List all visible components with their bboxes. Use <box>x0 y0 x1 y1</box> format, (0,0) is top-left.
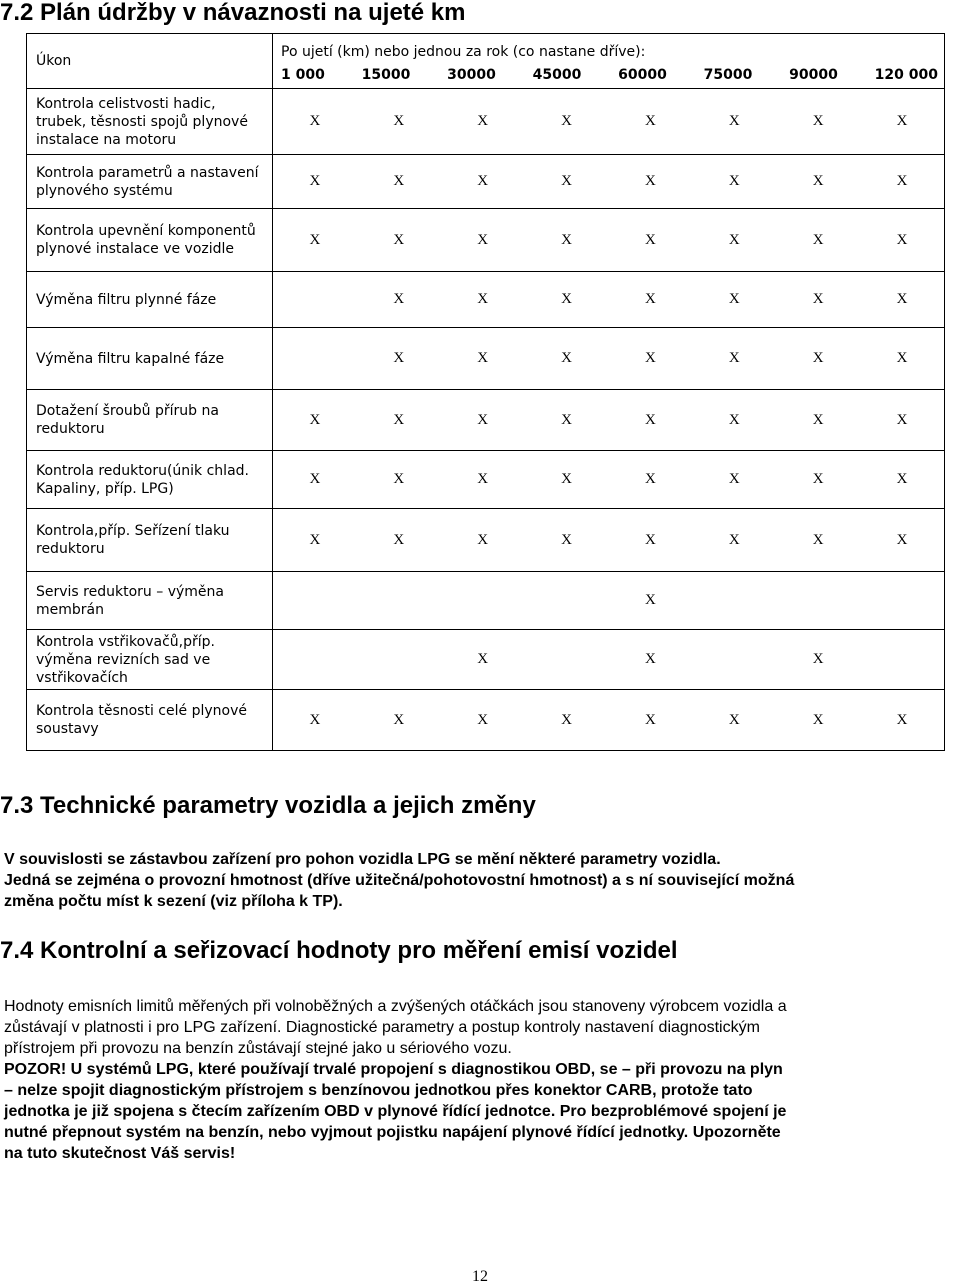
km-column-header: 45000 <box>532 67 582 83</box>
km-column-header: 30000 <box>447 67 496 83</box>
interval-mark: X <box>309 471 321 487</box>
interval-mark: X <box>896 113 908 129</box>
interval-mark: X <box>309 411 321 428</box>
task-label-line: reduktoru <box>36 421 105 437</box>
interval-mark: X <box>812 471 824 487</box>
interval-mark: X <box>393 113 405 129</box>
interval-mark: X <box>728 471 740 487</box>
interval-mark: X <box>812 711 824 728</box>
task-label-line: instalace na motoru <box>36 131 177 148</box>
interval-marks-cell <box>273 509 945 572</box>
km-column-header: 75000 <box>703 67 753 83</box>
task-label-line: vstřikovačích <box>36 669 128 686</box>
interval-mark: X <box>477 231 489 248</box>
interval-mark: X <box>309 173 321 189</box>
table-row <box>27 690 945 751</box>
interval-mark: X <box>728 411 740 428</box>
interval-mark: X <box>728 173 740 189</box>
section-7-4-text <box>4 996 960 1059</box>
section-7-3-text <box>4 849 960 912</box>
interval-mark: X <box>728 113 740 129</box>
table-row <box>27 451 945 509</box>
interval-mark: X <box>645 291 656 307</box>
task-label-line: Dotažení šroubů přírub na <box>36 403 219 419</box>
interval-marks-cell <box>273 272 945 328</box>
table-row <box>27 572 945 630</box>
section-7-3-line: změna počtu míst k sezení (viz příloha k TP). <box>4 893 343 910</box>
task-label-line: Kontrola,příp. Seřízení tlaku <box>36 523 230 539</box>
interval-mark: X <box>393 173 405 189</box>
section-7-4-warning <box>4 1059 960 1164</box>
task-label <box>27 155 273 209</box>
section-7-4-title: 7.4 Kontrolní a seřizovací hodnoty pro měření emisí vozidel <box>0 937 678 964</box>
interval-mark: X <box>477 173 489 189</box>
task-label-line: reduktoru <box>36 541 105 557</box>
interval-mark: X <box>896 350 908 366</box>
interval-mark: X <box>561 231 572 248</box>
interval-mark: X <box>645 231 656 248</box>
km-column-header: 120 000 <box>874 67 938 83</box>
interval-mark: X <box>896 471 908 487</box>
interval-mark: X <box>561 711 572 728</box>
interval-mark: X <box>393 711 405 728</box>
table-row <box>27 89 945 155</box>
interval-mark: X <box>896 173 908 189</box>
interval-mark: X <box>728 291 740 307</box>
table-row <box>27 155 945 209</box>
interval-mark: X <box>477 651 489 667</box>
km-column-headers <box>277 67 940 83</box>
interval-mark: X <box>896 411 908 428</box>
interval-mark: X <box>812 291 824 307</box>
interval-mark: X <box>645 350 656 366</box>
task-label <box>27 89 273 155</box>
interval-mark: X <box>896 231 908 248</box>
interval-mark: X <box>309 113 321 129</box>
interval-mark: X <box>812 231 824 248</box>
section-7-3-title: 7.3 Technické parametry vozidla a jejich změny <box>0 792 536 819</box>
interval-mark: X <box>728 711 740 728</box>
interval-mark: X <box>896 711 908 728</box>
interval-mark: X <box>393 471 405 487</box>
interval-mark: X <box>896 291 908 307</box>
section-7-4-line: zůstávají v platnosti i pro LPG zařízení. Diagnostické parametry a postup kontroly nastavení diagnostickým <box>4 1019 760 1036</box>
km-column-header: 90000 <box>789 67 838 83</box>
task-label <box>27 690 273 751</box>
interval-mark: X <box>393 350 405 366</box>
interval-mark: X <box>309 711 321 728</box>
warning-line: POZOR! U systémů LPG, které používají trvalé propojení s diagnostikou OBD, se – při provozu na plyn <box>4 1061 783 1078</box>
table-row <box>27 509 945 572</box>
table-row <box>27 390 945 451</box>
interval-mark: X <box>561 173 572 189</box>
task-label-line: soustavy <box>36 721 99 737</box>
task-label-line: Kontrola vstřikovačů,příp. <box>36 633 215 650</box>
interval-mark: X <box>728 231 740 248</box>
interval-marks-cell <box>273 155 945 209</box>
task-label-line: membrán <box>36 601 104 618</box>
km-column-header: 1 000 <box>281 67 325 83</box>
task-label <box>27 328 273 390</box>
section-7-3-line: V souvislosti se zástavbou zařízení pro pohon vozidla LPG se mění některé parametry vozidla. <box>4 851 721 868</box>
task-label <box>27 509 273 572</box>
interval-mark: X <box>645 651 656 667</box>
task-label-line: plynového systému <box>36 182 173 199</box>
table-body <box>27 34 945 751</box>
task-label-line: plynové instalace ve vozidle <box>36 241 235 257</box>
interval-mark: X <box>477 711 489 728</box>
table-row <box>27 630 945 690</box>
interval-mark: X <box>645 411 656 428</box>
interval-mark: X <box>645 592 656 608</box>
task-label <box>27 451 273 509</box>
warning-line: nutné přepnout systém na benzín, nebo vyjmout pojistku napájení plynové řídící jednotky. Upozorněte <box>4 1124 781 1141</box>
interval-marks-cell <box>273 690 945 751</box>
interval-marks-cell <box>273 572 945 630</box>
interval-mark: X <box>561 411 572 428</box>
interval-mark: X <box>309 231 321 248</box>
interval-mark: X <box>477 471 489 487</box>
table-row <box>27 272 945 328</box>
interval-mark: X <box>393 231 405 248</box>
interval-mark: X <box>477 531 489 548</box>
km-column-header: 15000 <box>361 67 411 83</box>
interval-mark: X <box>309 531 321 548</box>
warning-line: – nelze spojit diagnostickým přístrojem s benzínovou jednotkou přes konektor CARB, protože tato <box>4 1082 753 1099</box>
task-label-line: Servis reduktoru – výměna <box>36 583 224 600</box>
section-7-4-line: Hodnoty emisních limitů měřených při volnoběžných a zvýšených otáčkách jsou stanoveny výrobcem vozidla a <box>4 998 787 1015</box>
task-label-line: výměna revizních sad ve <box>36 651 211 668</box>
section-7-2-title: 7.2 Plán údržby v návaznosti na ujeté km <box>0 0 466 26</box>
interval-mark: X <box>812 531 824 548</box>
header-interval-cell <box>273 34 945 89</box>
interval-mark: X <box>561 531 572 548</box>
interval-mark: X <box>645 471 656 487</box>
task-label <box>27 390 273 451</box>
interval-marks-cell <box>273 89 945 155</box>
task-label <box>27 630 273 690</box>
task-label-line: Výměna filtru kapalné fáze <box>36 350 225 367</box>
interval-mark: X <box>645 531 656 548</box>
table-header-row <box>27 34 945 89</box>
interval-marks-cell <box>273 390 945 451</box>
interval-mark: X <box>645 173 656 189</box>
section-7-4-line: přístrojem při provozu na benzín zůstávají stejné jako u sériového vozu. <box>4 1040 512 1057</box>
interval-mark: X <box>477 411 489 428</box>
interval-mark: X <box>812 651 824 667</box>
task-label <box>27 272 273 328</box>
header-action-label: Úkon <box>27 34 273 89</box>
interval-mark: X <box>477 291 489 307</box>
task-label <box>27 572 273 630</box>
warning-line: jednotka je již spojena s čtecím zařízením OBD v plynové řídící jednotce. Pro bezproblémové spojení je <box>4 1103 787 1120</box>
task-label-line: Kontrola celistvosti hadic, <box>36 95 216 112</box>
interval-marks-cell <box>273 630 945 690</box>
km-column-header: 60000 <box>618 67 667 83</box>
task-label-line: Kapaliny, příp. LPG) <box>36 480 174 497</box>
interval-mark: X <box>393 531 405 548</box>
interval-marks-cell <box>273 328 945 390</box>
task-label-line: Kontrola reduktoru(únik chlad. <box>36 462 249 479</box>
interval-mark: X <box>477 113 489 129</box>
interval-mark: X <box>477 350 489 366</box>
task-label <box>27 209 273 272</box>
task-label-line: Výměna filtru plynné fáze <box>36 291 217 308</box>
interval-mark: X <box>728 531 740 548</box>
task-label-line: Kontrola parametrů a nastavení <box>36 164 259 181</box>
task-label-line: Kontrola těsnosti celé plynové <box>36 703 247 719</box>
task-label-line: Kontrola upevnění komponentů <box>36 223 256 239</box>
interval-mark: X <box>393 291 405 307</box>
interval-mark: X <box>812 350 824 366</box>
interval-marks-cell <box>273 209 945 272</box>
interval-mark: X <box>561 291 572 307</box>
interval-mark: X <box>812 173 824 189</box>
interval-mark: X <box>561 350 572 366</box>
section-7-3-line: Jedná se zejména o provozní hmotnost (dříve užitečná/pohotovostní hmotnost) a s ní související možná <box>4 872 795 889</box>
interval-mark: X <box>812 411 824 428</box>
interval-mark: X <box>645 113 656 129</box>
page-number: 12 <box>472 1268 488 1285</box>
interval-mark: X <box>561 471 572 487</box>
interval-mark: X <box>812 113 824 129</box>
task-label-line: trubek, těsnosti spojů plynové <box>36 113 248 130</box>
interval-marks-cell <box>273 451 945 509</box>
warning-line: na tuto skutečnost Váš servis! <box>4 1145 236 1162</box>
interval-mark: X <box>896 531 908 548</box>
table-row <box>27 328 945 390</box>
interval-mark: X <box>393 411 405 428</box>
table-row <box>27 209 945 272</box>
maintenance-schedule-table <box>26 33 945 751</box>
header-interval-text: Po ujetí (km) nebo jednou za rok (co nastane dříve): <box>281 44 646 60</box>
interval-mark: X <box>645 711 656 728</box>
interval-mark: X <box>561 113 572 129</box>
interval-mark: X <box>728 350 740 366</box>
